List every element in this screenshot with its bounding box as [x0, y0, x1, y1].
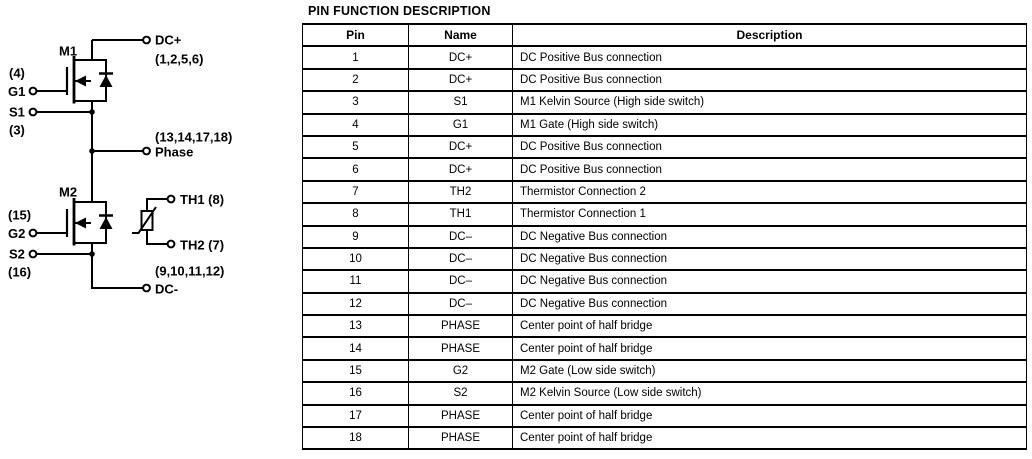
label-s1-pin: (3): [9, 122, 25, 138]
wire-dc-minus: [92, 243, 143, 288]
cell-pin: 1: [303, 46, 409, 68]
terminal-s2: [30, 251, 37, 258]
terminal-phase: [143, 148, 150, 155]
label-s2: S2: [9, 246, 25, 262]
cell-pin: 2: [303, 69, 409, 91]
cell-description: DC Negative Bus connection: [513, 226, 1027, 248]
junction-s1: [89, 109, 95, 115]
cell-description: Center point of half bridge: [513, 315, 1027, 337]
cell-pin: 10: [303, 248, 409, 270]
table-row: [303, 293, 1027, 315]
table-row: [303, 427, 1027, 449]
cell-name: PHASE: [409, 315, 513, 337]
terminal-th2: [168, 241, 175, 248]
m2-body-diode-icon: [99, 216, 113, 230]
cell-description: DC Negative Bus connection: [513, 270, 1027, 292]
table-title: PIN FUNCTION DESCRIPTION: [308, 4, 491, 18]
wire-phase: [92, 101, 143, 202]
m1-body-diode-icon: [99, 74, 113, 88]
terminal-s1: [30, 109, 37, 116]
table-row: [303, 382, 1027, 404]
column-header-pin: Pin: [303, 24, 409, 46]
cell-name: DC+: [409, 158, 513, 180]
cell-pin: 12: [303, 293, 409, 315]
pin-table-body: [303, 46, 1027, 449]
cell-name: DC+: [409, 136, 513, 158]
cell-description: Thermistor Connection 1: [513, 203, 1027, 225]
cell-description: DC Positive Bus connection: [513, 69, 1027, 91]
label-g2-pin: (15): [8, 207, 32, 223]
cell-pin: 18: [303, 427, 409, 449]
label-phase: Phase: [155, 144, 194, 160]
table-row: [303, 136, 1027, 158]
cell-description: M1 Gate (High side switch): [513, 114, 1027, 136]
table-row: [303, 203, 1027, 225]
cell-name: DC+: [409, 46, 513, 68]
cell-pin: 9: [303, 226, 409, 248]
label-dc-minus-pins: (9,10,11,12): [155, 263, 225, 279]
label-th2: TH2 (7): [180, 237, 225, 253]
cell-name: TH2: [409, 181, 513, 203]
terminal-dc-plus: [143, 37, 150, 44]
label-s2-pin: (16): [8, 264, 32, 280]
cell-pin: 8: [303, 203, 409, 225]
label-g1-pin: (4): [9, 65, 25, 81]
cell-description: Thermistor Connection 2: [513, 181, 1027, 203]
cell-name: G2: [409, 360, 513, 382]
column-header-name: Name: [409, 24, 513, 46]
junction-s2: [89, 251, 95, 257]
cell-name: PHASE: [409, 427, 513, 449]
half-bridge-schematic: [0, 0, 302, 459]
cell-description: M2 Kelvin Source (Low side switch): [513, 382, 1027, 404]
cell-description: DC Positive Bus connection: [513, 46, 1027, 68]
m1-body-arrow-icon: [75, 76, 86, 87]
cell-pin: 11: [303, 270, 409, 292]
label-dc-plus-pins: (1,2,5,6): [155, 51, 204, 67]
cell-description: DC Positive Bus connection: [513, 158, 1027, 180]
cell-pin: 15: [303, 360, 409, 382]
label-g2: G2: [8, 226, 26, 241]
table-row: [303, 270, 1027, 292]
table-row: [303, 315, 1027, 337]
cell-name: DC–: [409, 248, 513, 270]
table-row: [303, 46, 1027, 68]
label-g1: G1: [8, 84, 26, 99]
table-row: [303, 69, 1027, 91]
table-row: [303, 91, 1027, 113]
cell-name: G1: [409, 114, 513, 136]
cell-pin: 6: [303, 158, 409, 180]
cell-name: DC–: [409, 293, 513, 315]
header-row: [303, 24, 1027, 46]
terminal-g2: [30, 230, 37, 237]
table-row: [303, 337, 1027, 359]
cell-name: DC+: [409, 69, 513, 91]
m2-body-arrow-icon: [75, 218, 86, 229]
cell-description: DC Negative Bus connection: [513, 248, 1027, 270]
column-header-description: Description: [513, 24, 1027, 46]
cell-description: M1 Kelvin Source (High side switch): [513, 91, 1027, 113]
table-row: [303, 114, 1027, 136]
cell-pin: 17: [303, 405, 409, 427]
cell-name: S2: [409, 382, 513, 404]
junction-phase: [89, 148, 95, 154]
cell-description: DC Negative Bus connection: [513, 293, 1027, 315]
cell-description: Center point of half bridge: [513, 427, 1027, 449]
wire-dc-plus: [92, 40, 143, 60]
terminal-th1: [168, 196, 175, 203]
pin-function-panel: [302, 3, 1026, 450]
table-row: [303, 158, 1027, 180]
terminal-g1: [30, 88, 37, 95]
terminal-dc-minus: [143, 285, 150, 292]
cell-pin: 3: [303, 91, 409, 113]
cell-pin: 16: [303, 382, 409, 404]
table-row: [303, 360, 1027, 382]
cell-description: M2 Gate (Low side switch): [513, 360, 1027, 382]
table-row: [303, 405, 1027, 427]
cell-pin: 14: [303, 337, 409, 359]
label-s1: S1: [9, 104, 25, 120]
cell-name: PHASE: [409, 337, 513, 359]
thermistor-symbol: [132, 199, 168, 244]
cell-name: PHASE: [409, 405, 513, 427]
label-m1: M1: [59, 43, 78, 59]
cell-name: TH1: [409, 203, 513, 225]
table-row: [303, 226, 1027, 248]
cell-description: DC Positive Bus connection: [513, 136, 1027, 158]
cell-pin: 7: [303, 181, 409, 203]
cell-name: DC–: [409, 226, 513, 248]
label-dc-plus: DC+: [155, 32, 182, 48]
cell-pin: 13: [303, 315, 409, 337]
label-dc-minus: DC-: [155, 281, 179, 297]
cell-name: S1: [409, 91, 513, 113]
label-phase-pins: (13,14,17,18): [155, 129, 233, 145]
cell-description: Center point of half bridge: [513, 405, 1027, 427]
cell-name: DC–: [409, 270, 513, 292]
cell-description: Center point of half bridge: [513, 337, 1027, 359]
label-th1: TH1 (8): [180, 192, 225, 207]
pin-function-table: [302, 23, 1027, 450]
table-row: [303, 248, 1027, 270]
label-m2: M2: [59, 184, 78, 200]
cell-pin: 5: [303, 136, 409, 158]
cell-pin: 4: [303, 114, 409, 136]
table-row: [303, 181, 1027, 203]
